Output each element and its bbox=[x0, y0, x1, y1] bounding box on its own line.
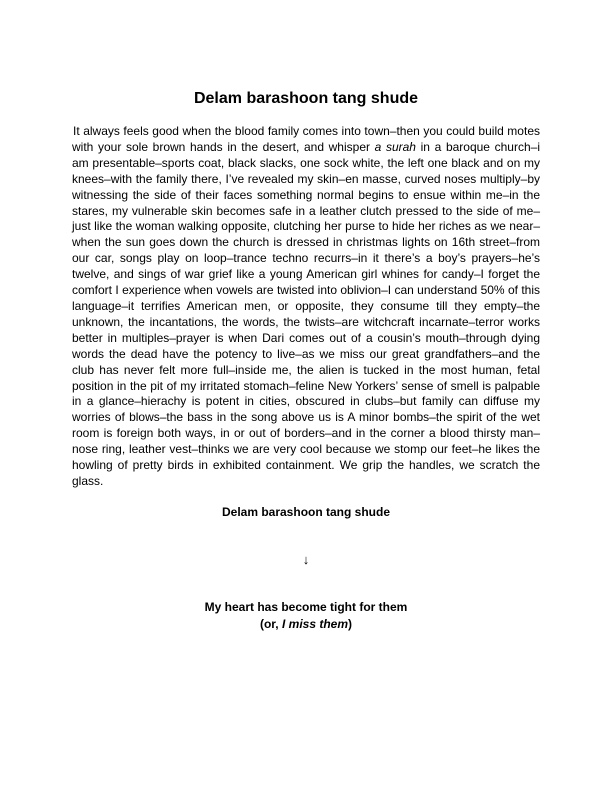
poem-body-part-1: It always feels good when the blood family comes into town–then you could build motes with your sole brown hands in the desert, and whisper bbox=[72, 124, 540, 154]
poem-title: Delam barashoon tang shude bbox=[193, 90, 419, 107]
down-arrow-icon: ↓ bbox=[302, 552, 310, 567]
translation-line-2-suffix: ) bbox=[348, 617, 353, 631]
poem-body bbox=[72, 124, 540, 490]
translation-line-2-italic: I miss them bbox=[281, 617, 349, 631]
translation-line-2-prefix: (or, bbox=[259, 617, 282, 631]
poem-subtitle: Delam barashoon tang shude bbox=[221, 505, 391, 519]
poem-body-part-2: in a baroque church–i am presentable–sports coat, black slacks, one sock white, the left one black and on my knees–with the family there, I’ve revealed my skin–en masse, curved noses multiply–by witnessing the side of their faces something normal begins to ensue within me–in the stares, my vulnerable skin becomes safe in a leather clutch pressed to the side of me–just like the woman walking opposite, clutching her purse to hide her riches as we near–when the sun goes down the church is dressed in christmas lights on 16th street–from our car, songs play on loop–trance techno recurrs–in it there’s a boy’s prayers–he’s twelve, and sings of war grief like a young American girl whines for candy–I forget the comfort I experience when vowels are twisted into oblivion–I can understand 50% of this language–it terrifies American men, or opposite, they consume till they empty–the unknown, the incantations, the words, the twists–are witchcraft incarnate–terror works better in multiples–prayer is when Dari comes out of a cousin’s mouth–through dying words the dead have the potency to live–as we miss our great grandfathers–and the club has never felt more full–inside me, the alien is tucked in the most human, fetal position in the pit of my irritated stomach–feline New Yorkers’ sense of smell is palpable in a glance–hierachy is potent in cities, obscured in clubs–but family can diffuse my worries of blows–the bass in the song above us is A minor bombs–the spirit of the wet room is foreign both ways, in or out of borders–and in the corner a blood thirsty man–nose ring, leather vest–thinks we are very cool because we stomp our feet–he likes the howling of pretty birds in exhibited containment. We grip the handles, we scratch the glass. bbox=[72, 139, 540, 488]
translation-block bbox=[72, 599, 540, 633]
poem-body-italic-surah: a surah bbox=[374, 139, 416, 154]
translation-line-1: My heart has become tight for them bbox=[204, 600, 408, 614]
